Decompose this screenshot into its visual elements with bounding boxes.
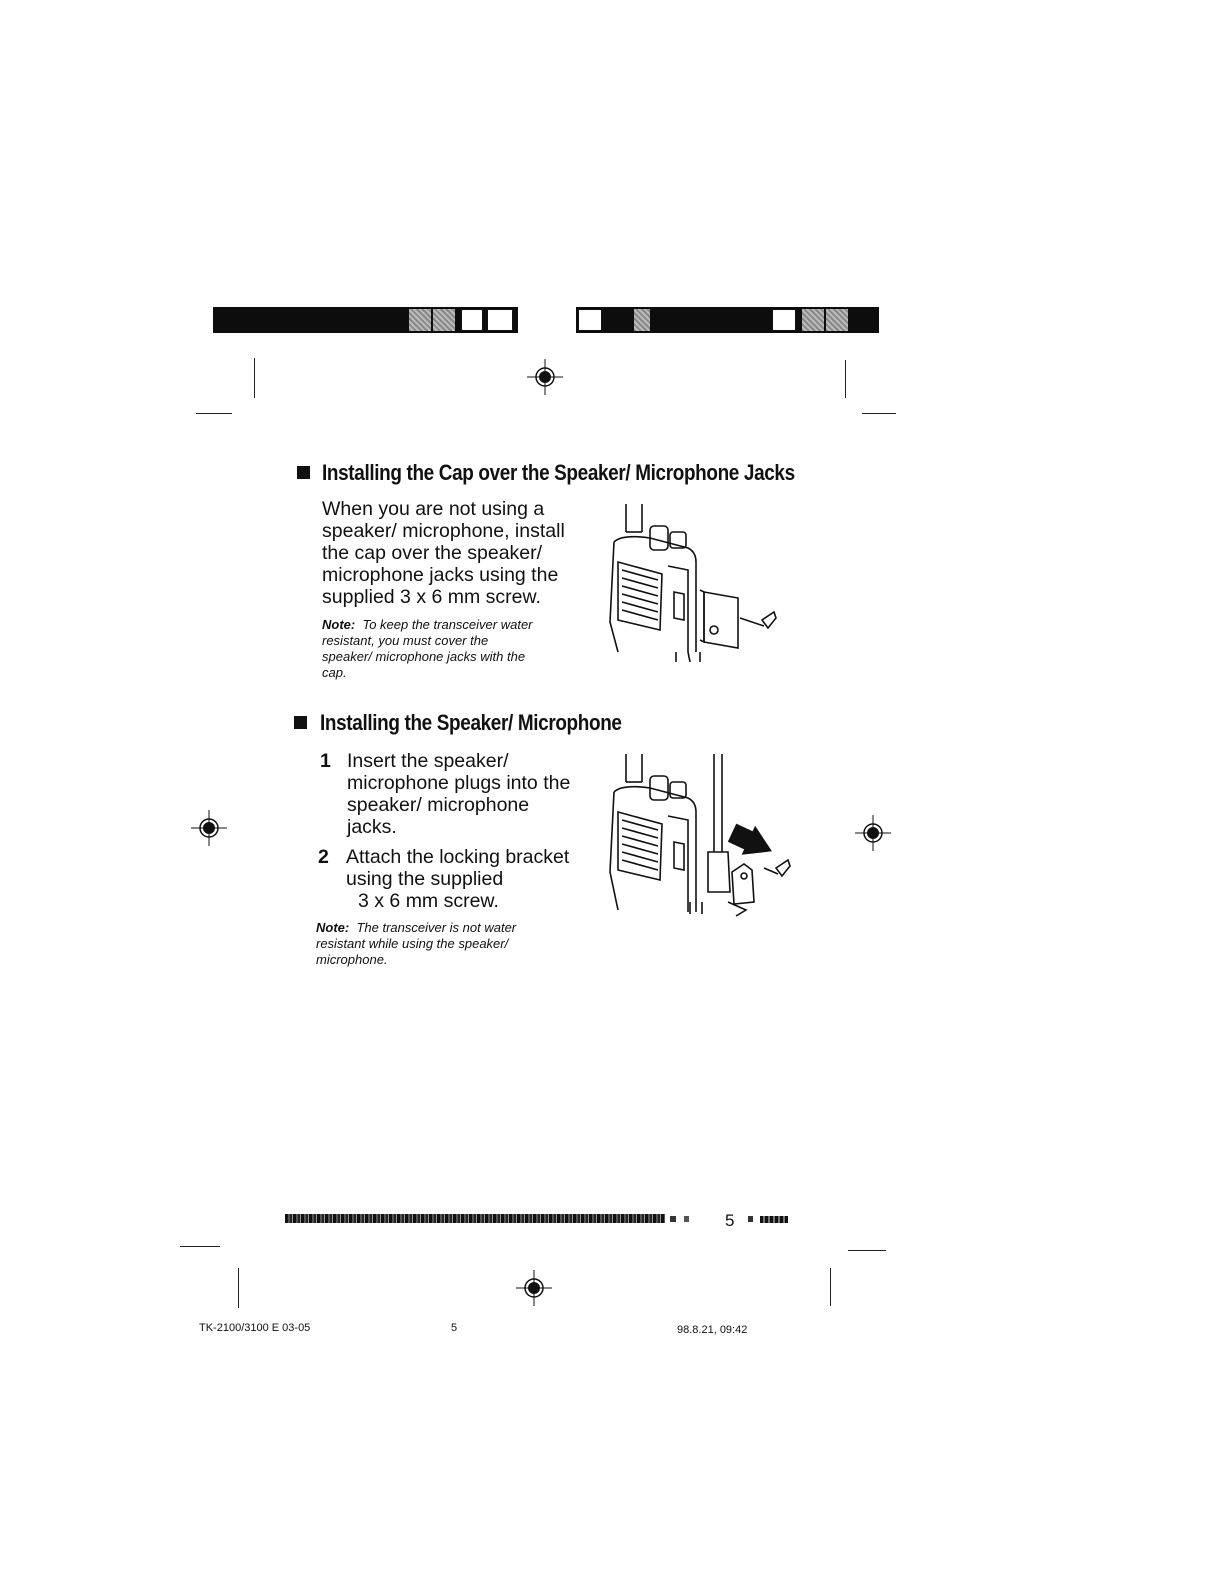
step-text: Insert the speaker/ microphone plugs into the speaker/ microphone jacks. [347, 750, 571, 838]
color-patch [433, 309, 455, 331]
footer-color-strip [285, 1214, 665, 1223]
section-body-cap: When you are not using a speaker/ microphone, install the cap over the speaker/ microphone jacks using the supplied 3 x 6 mm screw. [322, 498, 565, 608]
color-patch [461, 309, 483, 331]
speaker-mic-installation-illustration [604, 752, 794, 918]
step-number: 1 [320, 750, 331, 772]
section-title-cap: Installing the Cap over the Speaker/ Microphone Jacks [322, 460, 795, 485]
color-patch [826, 309, 848, 331]
print-timestamp: 98.8.21, 09:42 [677, 1324, 748, 1336]
crop-mark [862, 413, 896, 414]
footer-dot [670, 1216, 676, 1222]
crop-mark [238, 1268, 239, 1308]
footer-dot [760, 1216, 788, 1223]
color-patch [578, 309, 602, 331]
doc-code: TK-2100/3100 E 03-05 [199, 1322, 311, 1334]
section-bullet-icon [297, 466, 310, 479]
page-number: 5 [725, 1211, 735, 1230]
registration-mark-icon [527, 359, 563, 395]
crop-mark [845, 360, 846, 398]
cap-installation-illustration [604, 502, 784, 666]
step-text: Attach the locking bracket using the supplied 3 x 6 mm screw. [346, 846, 570, 912]
registration-mark-icon [855, 815, 891, 851]
crop-mark [254, 358, 255, 398]
note-cap: Note: To keep the transceiver water resistant, you must cover the speaker/ microphone jacks with the cap. [322, 617, 533, 680]
footer-dot [748, 1216, 753, 1222]
color-patch [487, 309, 513, 331]
crop-mark [196, 413, 232, 414]
color-patch [802, 309, 824, 331]
crop-mark [830, 1268, 831, 1306]
color-bar-right [576, 307, 879, 333]
step-number: 2 [318, 846, 329, 868]
footer-dot [684, 1216, 689, 1222]
registration-mark-icon [516, 1270, 552, 1306]
color-patch [634, 309, 650, 331]
color-patch [772, 309, 796, 331]
color-bar-left [213, 307, 518, 333]
crop-mark [848, 1250, 886, 1251]
section-title-speaker-mic: Installing the Speaker/ Microphone [320, 710, 622, 735]
crop-mark [180, 1246, 220, 1247]
registration-mark-icon [191, 810, 227, 846]
footer-page: 5 [451, 1322, 458, 1334]
section-bullet-icon [294, 716, 307, 729]
color-patch [409, 309, 431, 331]
note-speaker-mic: Note: The transceiver is not water resistant while using the speaker/ microphone. [316, 920, 517, 967]
